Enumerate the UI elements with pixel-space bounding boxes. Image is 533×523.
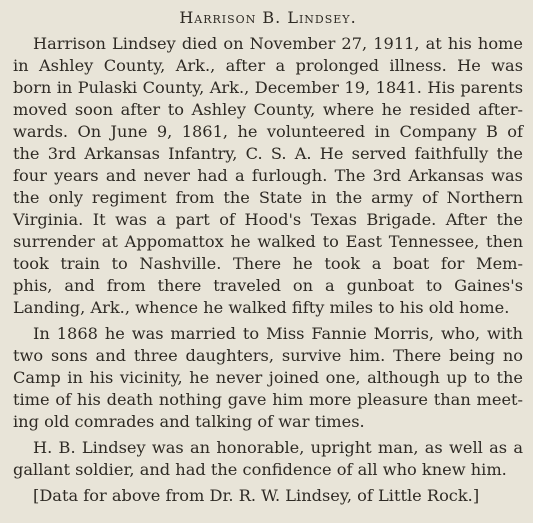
text-line: born in Pulaski County, Ark., December 19, 1841. His parents	[13, 78, 523, 97]
text-line: Landing, Ark., whence he walked fifty miles to his old home.	[13, 298, 510, 317]
text-line: In 1868 he was married to Miss Fannie Morris, who, with	[33, 324, 523, 343]
paragraph-source-note	[13, 485, 523, 507]
text-line: in Ashley County, Ark., after a prolonged illness. He was	[13, 56, 523, 75]
text-line: phis, and from there traveled on a gunboat to Gaines's	[13, 276, 523, 295]
text-line: Camp in his vicinity, he never joined one, although up to the	[13, 368, 523, 387]
text-line: moved soon after to Ashley County, where he resided after-	[13, 100, 523, 119]
text-line: ing old comrades and talking of war times.	[13, 412, 365, 431]
text-line: the 3rd Arkansas Infantry, C. S. A. He served faithfully the	[13, 144, 523, 163]
paragraph-biography	[13, 33, 523, 319]
text-line: time of his death nothing gave him more pleasure than meet-	[13, 390, 523, 409]
paragraph-character	[13, 437, 523, 481]
text-line: Virginia. It was a part of Hood's Texas Brigade. After the	[13, 210, 523, 229]
text-line: wards. On June 9, 1861, he volunteered in Company B of	[13, 122, 523, 141]
text-line: H. B. Lindsey was an honorable, upright man, as well as a	[33, 438, 523, 457]
text-line: four years and never had a furlough. The 3rd Arkansas was	[13, 166, 523, 185]
text-line: surrender at Appomattox he walked to East Tennessee, then	[13, 232, 523, 251]
text-line: the only regiment from the State in the army of Northern	[13, 188, 523, 207]
paragraph-family	[13, 323, 523, 433]
text-line: [Data for above from Dr. R. W. Lindsey, of Little Rock.]	[33, 486, 480, 505]
text-line: two sons and three daughters, survive him. There being no	[13, 346, 523, 365]
text-line: gallant soldier, and had the confidence of all who knew him.	[13, 460, 507, 479]
text-line: Harrison Lindsey died on November 27, 1911, at his home	[33, 34, 523, 53]
page-title: Harrison B. Lindsey.	[179, 8, 357, 27]
text-line: took train to Nashville. There he took a boat for Mem-	[13, 254, 523, 273]
